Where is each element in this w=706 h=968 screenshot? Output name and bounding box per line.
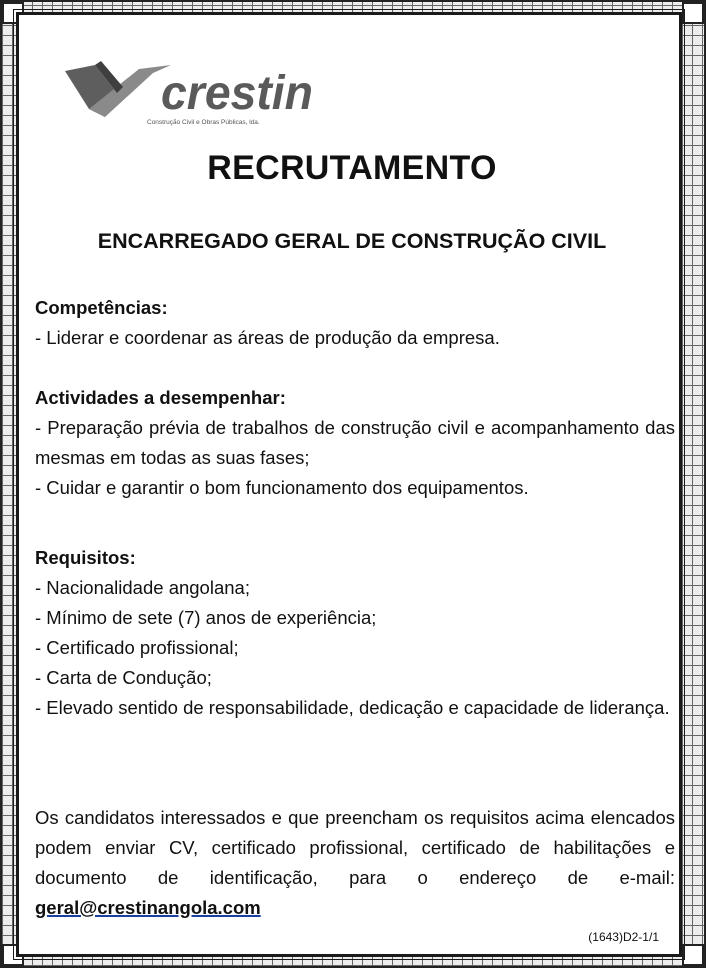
email-link[interactable]: geral@crestinangola.com [35,897,261,918]
section-heading: Requisitos: [35,547,136,568]
list-item: - Mínimo de sete (7) anos de experiência; [35,607,377,628]
reference-code: (1643)D2-1/1 [588,930,659,944]
list-item: - Carta de Condução; [35,667,212,688]
section-heading: Actividades a desempenhar: [35,387,286,408]
list-item: - Cuidar e garantir o bom funcionamento dos equipamentos. [35,477,529,498]
border-corner [682,944,704,966]
list-item: - Preparação prévia de trabalhos de construção civil e acompanhamento das mesmas em todas as suas fases; [35,417,675,468]
section-competencias [35,293,675,353]
section-actividades [35,383,675,503]
logo-wordmark: crestin [161,67,313,120]
section-requisitos [35,543,675,723]
border-corner [682,2,704,24]
list-item: - Nacionalidade angolana; [35,577,250,598]
list-item: - Certificado profissional; [35,637,239,658]
logo-tagline: Construção Civil e Obras Públicas, lda. [147,119,260,126]
list-item: - Elevado sentido de responsabilidade, dedicação e capacidade de liderança. [35,697,670,718]
advert-page [16,12,682,957]
logo-mark-icon [65,61,171,117]
page-title: RECRUTAMENTO [207,149,497,187]
section-heading: Competências: [35,297,168,318]
list-item: - Liderar e coordenar as áreas de produção da empresa. [35,327,500,348]
closing-paragraph [35,803,675,923]
position-title: ENCARREGADO GERAL DE CONSTRUÇÃO CIVIL [97,229,607,253]
closing-text: Os candidatos interessados e que preencham os requisitos acima elencados podem enviar CV, certificado profissional, certificado de habilitações e documento de identificação, para o endereço de e-mail: [35,807,675,888]
